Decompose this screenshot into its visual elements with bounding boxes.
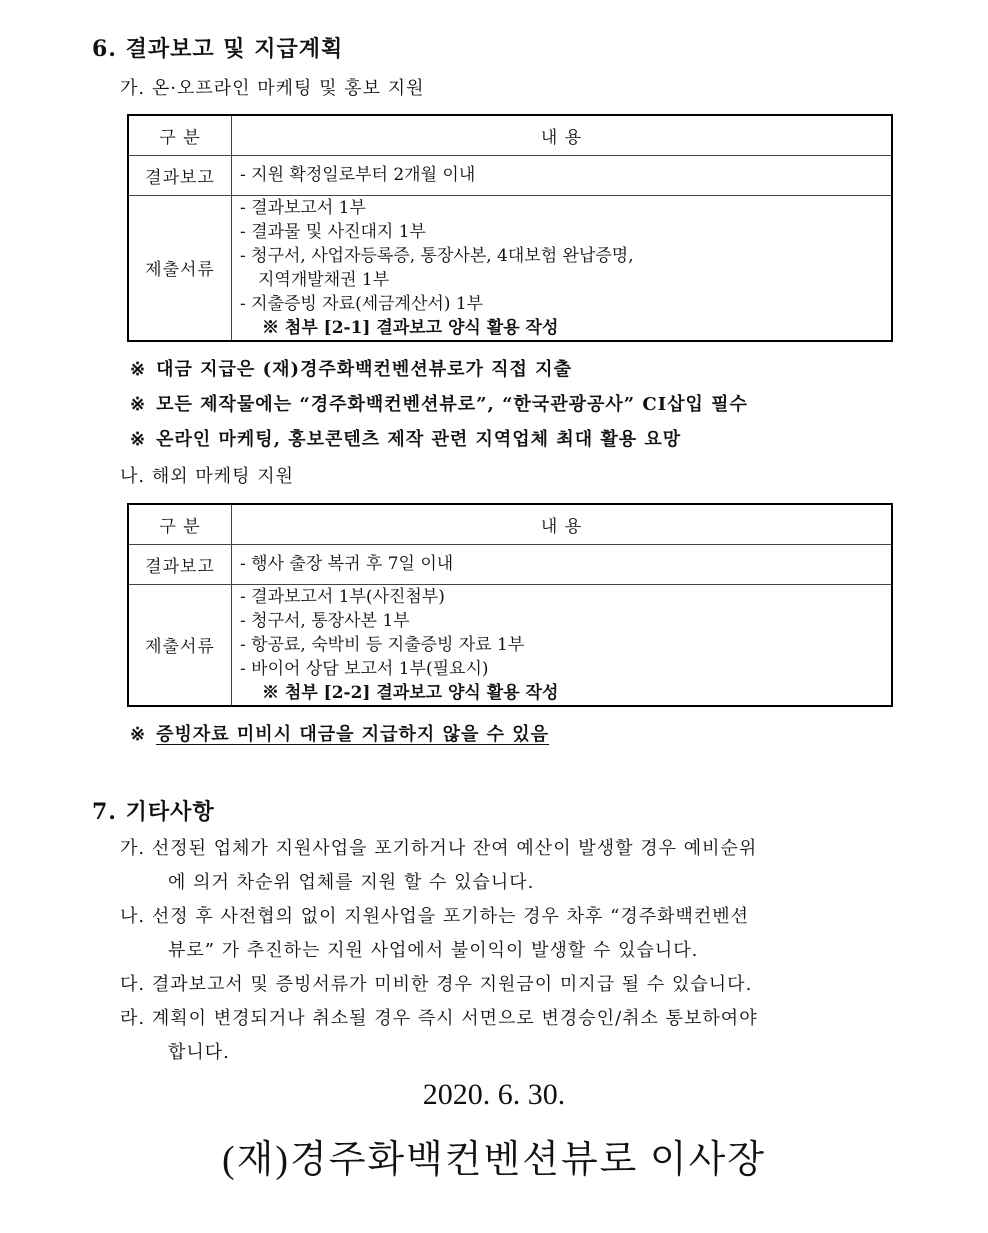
list-item	[120, 968, 758, 1002]
document-line: - 바이어 상담 보고서 1부(필요시)	[240, 658, 489, 679]
list-item	[120, 900, 758, 968]
note-local-business	[130, 425, 681, 451]
document-line: - 결과보고서 1부(사진첨부)	[240, 586, 445, 607]
item-line: 다. 결과보고서 및 증빙서류가 미비한 경우 지원금이 미지급 될 수 있습니다.	[120, 974, 753, 995]
note-ci	[130, 390, 748, 416]
section-6-title: 6. 결과보고 및 지급계획	[92, 36, 344, 62]
list-item	[120, 832, 758, 900]
item-line-continued: 에 의거 차순위 업체를 지원 할 수 있습니다.	[168, 872, 535, 893]
row-documents-list	[232, 584, 893, 706]
reference-mark-icon: ※	[130, 359, 147, 380]
note-evidence	[130, 720, 549, 746]
note-payment	[130, 355, 572, 381]
row-label-report: 결과보고	[128, 155, 232, 195]
document-date: 2020. 6. 30.	[422, 1078, 566, 1111]
document-line: - 결과물 및 사진대지 1부	[240, 221, 426, 242]
document-line: 지역개발채권 1부	[258, 269, 390, 290]
list-item	[120, 1002, 758, 1070]
row-label-documents: 제출서류	[128, 584, 232, 706]
table-header-category: 구 분	[128, 504, 232, 544]
other-items-list	[120, 832, 758, 1070]
attachment-note: ※ 첨부 [2-2] 결과보고 양식 활용 작성	[262, 682, 559, 703]
organization-signature: (재)경주화백컨벤션뷰로 이사장	[221, 1139, 766, 1181]
document-line: - 지출증빙 자료(세금계산서) 1부	[240, 293, 484, 314]
subsection-b-title: 나. 해외 마케팅 지원	[120, 466, 294, 487]
document-line: - 청구서, 사업자등록증, 통장사본, 4대보험 완납증명,	[240, 245, 634, 266]
document-line: - 항공료, 숙박비 등 지출증빙 자료 1부	[240, 634, 525, 655]
note-text: 대금 지급은 (재)경주화백컨벤션뷰로가 직접 지출	[156, 359, 572, 380]
note-text: 모든 제작물에는 “경주화백컨벤션뷰로”, “한국관광공사” CI삽입 필수	[156, 394, 748, 415]
subsection-a-title: 가. 온·오프라인 마케팅 및 홍보 지원	[120, 78, 425, 99]
row-text-report: - 지원 확정일로부터 2개월 이내	[232, 155, 893, 195]
section-7-title: 7. 기타사항	[92, 799, 215, 825]
row-documents-list	[232, 195, 893, 341]
item-line: 나. 선정 후 사전협의 없이 지원사업을 포기하는 경우 차후 “경주화백컨벤션	[120, 906, 750, 927]
document-line: - 결과보고서 1부	[240, 197, 366, 218]
reference-mark-icon: ※	[130, 394, 147, 415]
table-header-category: 구 분	[128, 115, 232, 155]
note-text: 온라인 마케팅, 홍보콘텐츠 제작 관련 지역업체 최대 활용 요망	[156, 429, 682, 450]
item-line-continued: 합니다.	[168, 1042, 230, 1063]
table-online-marketing	[127, 114, 893, 342]
table-overseas-marketing	[127, 503, 893, 707]
reference-mark-icon: ※	[130, 724, 147, 745]
reference-mark-icon: ※	[130, 429, 147, 450]
row-label-report: 결과보고	[128, 544, 232, 584]
document-line: - 청구서, 통장사본 1부	[240, 610, 410, 631]
table-header-content: 내 용	[232, 115, 893, 155]
row-label-documents: 제출서류	[128, 195, 232, 341]
item-line: 가. 선정된 업체가 지원사업을 포기하거나 잔여 예산이 발생할 경우 예비순위	[120, 838, 758, 859]
item-line-continued: 뷰로” 가 추진하는 지원 사업에서 불이익이 발생할 수 있습니다.	[168, 940, 699, 961]
row-text-report: - 행사 출장 복귀 후 7일 이내	[232, 544, 893, 584]
item-line: 라. 계획이 변경되거나 취소될 경우 즉시 서면으로 변경승인/취소 통보하여야	[120, 1008, 758, 1029]
attachment-note: ※ 첨부 [2-1] 결과보고 양식 활용 작성	[262, 317, 559, 338]
note-text: 증빙자료 미비시 대금을 지급하지 않을 수 있음	[156, 724, 550, 745]
table-header-content: 내 용	[232, 504, 893, 544]
